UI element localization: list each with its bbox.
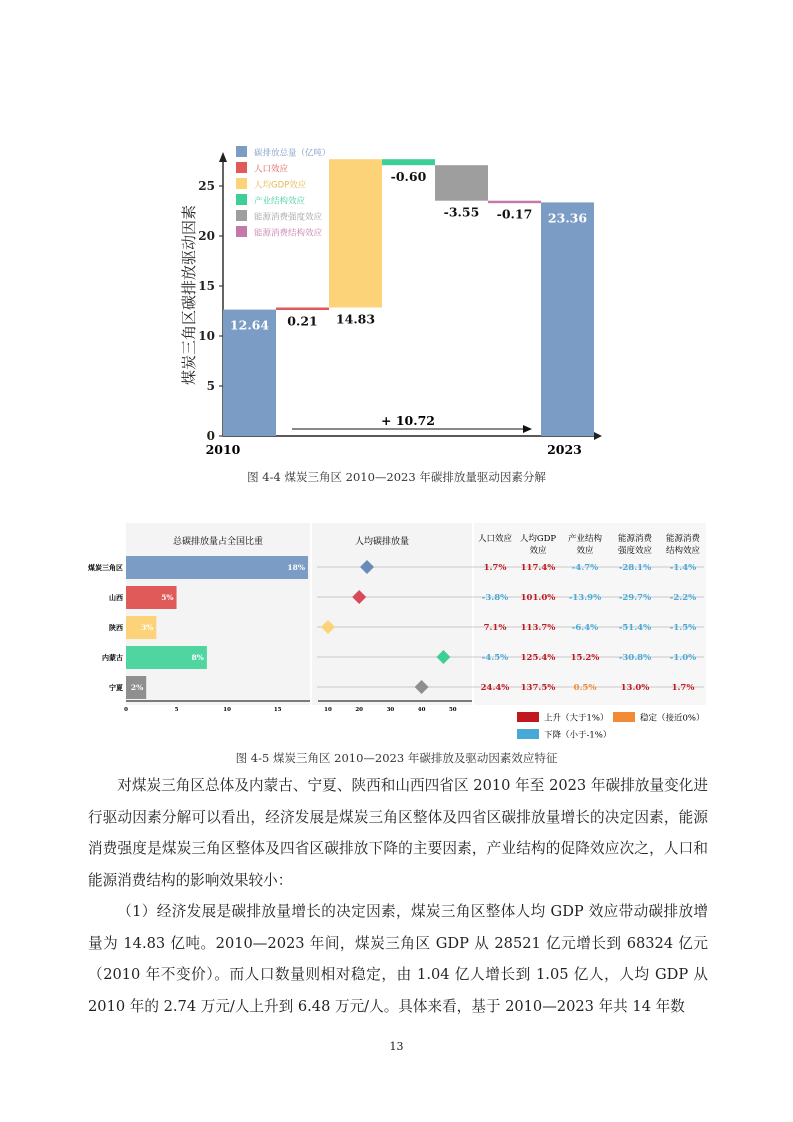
legend-label: 碳排放总量（亿吨）	[254, 148, 331, 159]
share-tick-label: 5	[174, 707, 179, 713]
y-tick-label: 5	[206, 379, 215, 393]
share-tick-label: 15	[273, 707, 282, 713]
bar-value-label: 23.36	[547, 210, 588, 226]
effect-value: 137.5%	[520, 683, 556, 693]
effect-header: 能源消费	[665, 534, 701, 544]
effect-value: -6.4%	[571, 623, 599, 633]
effect-value: 7.1%	[483, 623, 507, 633]
share-tick-label: 0	[124, 707, 128, 713]
effect-value: -4.7%	[571, 563, 599, 573]
legend-swatch	[236, 194, 247, 205]
effect-value: 1.7%	[483, 563, 507, 573]
effect-value: 13.0%	[620, 683, 650, 693]
legend-swatch	[517, 729, 539, 739]
y-tick-label: 20	[198, 229, 215, 243]
legend-swatch	[236, 226, 247, 237]
effect-header-line2: 效应	[529, 546, 547, 556]
y-axis-arrow	[219, 152, 227, 162]
share-tick-label: 10	[223, 707, 231, 713]
row-region-label: 宁夏	[109, 683, 123, 692]
effect-value: 0.5%	[573, 683, 597, 693]
effect-value: -2.2%	[669, 593, 697, 603]
legend-swatch	[236, 146, 247, 157]
share-bar-label: 5%	[161, 593, 174, 602]
effect-value: -1.5%	[669, 623, 697, 633]
annotation-label: + 10.72	[381, 413, 435, 428]
x-start-label: 2010	[205, 442, 241, 457]
effect-header: 能源消费	[617, 534, 653, 544]
bar-value-label: 0.21	[287, 313, 318, 329]
effect-value: -3.8%	[481, 593, 509, 603]
legend-label: 上升（大于1%）	[544, 713, 609, 724]
waterfall-bar	[435, 165, 488, 201]
paragraph-2: （1）经济发展是碳排放量增长的决定因素，煤炭三角区整体人均 GDP 效应带动碳排放增量为 14.83 亿吨。2010—2023 年间，煤炭三角区 GDP 从 28521 亿元增长到 68324 亿元（2010 年不变价）。而人口数量则相对稳定，由 1.04 亿人增长到 1.05 亿人，人均 GDP 从 2010 年的 2.74 万元/人上升到 6.48 万元/人。具体来看，基于 2010—2023 年共 14 年数	[88, 903, 708, 1015]
effect-value: -1.4%	[669, 563, 697, 573]
share-bar-label: 3%	[140, 623, 154, 632]
panel-share-bg	[126, 523, 310, 705]
bar-value-label: -0.17	[496, 206, 533, 222]
effect-header-line2: 强度效应	[617, 546, 653, 556]
effect-value: -29.7%	[618, 593, 652, 603]
figure-4-5-caption: 图 4-5 煤炭三角区 2010—2023 年碳排放及驱动因素效应特征	[235, 751, 558, 765]
legend-swatch	[236, 162, 247, 173]
row-region-label: 山西	[109, 593, 123, 602]
x-end-label: 2023	[547, 442, 582, 457]
effect-header-line2: 效应	[576, 546, 594, 556]
legend-swatch	[613, 712, 635, 722]
effect-value: -4.5%	[481, 653, 509, 663]
effect-header: 产业结构	[567, 534, 603, 544]
share-bar-label: 18%	[287, 563, 305, 572]
effect-value: 113.7%	[520, 623, 556, 633]
waterfall-bar	[329, 159, 382, 307]
legend-label: 人均GDP效应	[254, 180, 307, 191]
effect-value: -13.9%	[568, 593, 602, 603]
percapita-tick-label: 40	[417, 707, 426, 713]
legend-label: 产业结构效应	[254, 196, 306, 207]
percapita-tick-label: 30	[386, 707, 395, 713]
effect-value: 15.2%	[570, 653, 600, 663]
waterfall-bar	[276, 308, 329, 311]
waterfall-chart	[170, 140, 630, 465]
effect-value: -28.1%	[618, 563, 652, 573]
bar-value-label: -3.55	[443, 204, 480, 220]
effect-header: 人口效应	[477, 534, 513, 544]
percapita-tick-label: 20	[355, 707, 364, 713]
bar-value-label: 14.83	[335, 311, 376, 327]
legend-label: 下降（小于-1%）	[544, 730, 612, 741]
effect-header-line2: 结构效应	[665, 546, 701, 556]
waterfall-bar	[541, 202, 594, 436]
y-tick-label: 10	[198, 329, 215, 343]
row-region-label: 煤炭三角区	[88, 563, 123, 572]
effect-value: -1.0%	[669, 653, 697, 663]
y-tick-label: 25	[198, 179, 215, 193]
legend-label: 能源消费强度效应	[254, 212, 323, 223]
effect-value: 125.4%	[520, 653, 556, 663]
effect-value: -30.8%	[618, 653, 652, 663]
panel-percapita-bg	[312, 523, 472, 705]
share-bar	[126, 556, 308, 579]
bar-value-label: 12.64	[229, 317, 270, 333]
annotation-arrowhead	[523, 425, 532, 433]
waterfall-bar	[488, 201, 541, 204]
legend-swatch	[236, 178, 247, 189]
legend-label: 能源消费结构效应	[254, 228, 323, 239]
row-region-label: 陕西	[109, 623, 123, 632]
percapita-tick-label: 50	[448, 707, 457, 713]
legend-swatch	[517, 712, 539, 722]
percapita-tick-label: 10	[324, 707, 332, 713]
row-region-label: 内蒙古	[102, 653, 123, 662]
effect-table-figure	[88, 515, 710, 745]
effect-value: 24.4%	[480, 683, 510, 693]
panel-share-title: 总碳排放量占全国比重	[172, 537, 264, 547]
y-tick-label: 0	[206, 429, 215, 443]
figure-4-4-caption: 图 4-4 煤炭三角区 2010—2023 年碳排放量驱动因素分解	[247, 470, 546, 484]
effect-value: 101.0%	[520, 593, 556, 603]
bar-value-label: -0.60	[390, 169, 427, 185]
paragraph-1: 对煤炭三角区总体及内蒙古、宁夏、陕西和山西四省区 2010 年至 2023 年碳排放量变化进行驱动因素分解可以看出，经济发展是煤炭三角区整体及四省区碳排放量增长的决定因素，能源消费强度是煤炭三角区整体及四省区碳排放下降的主要因素，产业结构的促降效应次之，人口和能源消费结构的影响效果较小：	[88, 777, 708, 889]
effect-value: 1.7%	[671, 683, 695, 693]
page-number: 13	[389, 1040, 404, 1053]
effect-value: -51.4%	[618, 623, 652, 633]
share-bar-label: 2%	[130, 683, 144, 692]
waterfall-bar	[382, 159, 435, 165]
legend-label: 人口效应	[254, 164, 289, 175]
legend-label: 稳定（接近0%）	[640, 713, 705, 724]
share-bar-label: 8%	[191, 653, 204, 662]
effect-value: 117.4%	[520, 563, 556, 573]
y-tick-label: 15	[198, 279, 215, 293]
x-axis-arrow	[594, 432, 602, 440]
legend-swatch	[236, 210, 247, 221]
y-axis-label: 煤炭三角区碳排放驱动因素	[180, 204, 198, 386]
panel-percapita-title: 人均碳排放量	[354, 537, 410, 547]
effect-header: 人均GDP	[519, 534, 557, 544]
